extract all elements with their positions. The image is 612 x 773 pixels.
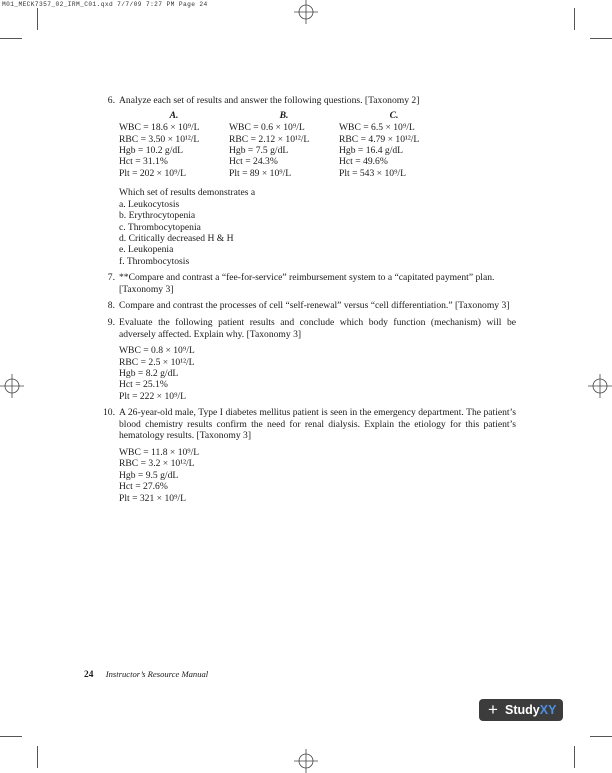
question-number: 8.	[107, 300, 115, 312]
question-prompt: Which set of results demonstrates a	[119, 187, 256, 199]
result-value: Plt = 321 × 10⁹/L	[119, 492, 186, 504]
table-row	[119, 134, 449, 145]
registration-mark-icon	[588, 374, 612, 398]
studyxy-logo[interactable]	[479, 699, 563, 721]
logo-text	[505, 699, 556, 721]
crop-mark	[574, 746, 575, 768]
table-row	[119, 168, 449, 179]
crop-mark	[0, 38, 22, 39]
table-row	[119, 122, 449, 133]
result-value: WBC = 0.8 × 10⁹/L	[119, 345, 195, 357]
option-list	[119, 199, 516, 267]
list-item: c. Thrombocytopenia	[119, 221, 201, 233]
registration-mark-icon	[294, 0, 318, 24]
question-7	[104, 272, 516, 295]
registration-mark-icon	[294, 749, 318, 773]
table-cell: Hgb = 10.2 g/dL	[119, 145, 184, 156]
patient-results	[119, 447, 516, 504]
result-value: RBC = 3.2 × 10¹²/L	[119, 458, 195, 470]
table-cell: Hct = 31.1%	[119, 156, 168, 168]
list-item: a. Leukocytosis	[119, 198, 180, 210]
question-number: 7.	[107, 272, 115, 284]
file-slug: M01_MECK7357_02_IRM_C01.qxd 7/7/09 7:27 PM Page 24	[2, 1, 208, 8]
question-number: 9.	[107, 317, 115, 329]
question-text: **Compare and contrast a “fee-for-service” reimbursement system to a “capitated payment” plan. [Taxonomy 3]	[119, 272, 495, 295]
plus-icon: +	[488, 700, 498, 719]
page-content	[104, 95, 516, 509]
page-number: 24	[84, 670, 94, 680]
table-cell: RBC = 2.12 × 10¹²/L	[229, 133, 310, 145]
table-cell: RBC = 3.50 × 10¹²/L	[119, 133, 200, 145]
results-table	[119, 110, 449, 180]
registration-mark-icon	[0, 374, 24, 398]
column-header-a: A.	[169, 109, 179, 121]
crop-mark	[37, 8, 38, 30]
table-cell: Plt = 543 × 10⁹/L	[339, 167, 406, 179]
question-6	[104, 95, 516, 267]
table-cell: WBC = 18.6 × 10⁹/L	[119, 122, 200, 134]
question-10	[104, 407, 516, 504]
list-item: b. Erythrocytopenia	[119, 210, 196, 222]
question-8	[104, 300, 516, 312]
question-number: 10.	[103, 407, 115, 419]
question-text: Compare and contrast the processes of cell “self-renewal” versus “cell differentiation.” [Taxonomy 3]	[119, 300, 510, 312]
question-number: 6.	[107, 95, 115, 106]
column-header-c: C.	[389, 109, 399, 121]
result-value: WBC = 11.8 × 10⁹/L	[119, 447, 200, 459]
patient-results	[119, 345, 516, 402]
table-row	[119, 156, 449, 167]
result-value: RBC = 2.5 × 10¹²/L	[119, 356, 195, 368]
list-item: d. Critically decreased H & H	[119, 233, 234, 245]
column-header-b: B.	[279, 109, 289, 121]
table-row	[119, 145, 449, 156]
question-text: Analyze each set of results and answer the following questions. [Taxonomy 2]	[119, 95, 420, 106]
question-text: Evaluate the following patient results and conclude which body function (mechanism) will be adversely affected. Explain why. [Taxonomy 3]	[119, 317, 516, 340]
crop-mark	[590, 736, 612, 737]
result-value: Hct = 25.1%	[119, 379, 168, 391]
table-cell: Hgb = 16.4 g/dL	[339, 145, 404, 156]
crop-mark	[0, 736, 22, 737]
question-text: A 26-year-old male, Type I diabetes mellitus patient is seen in the emergency department. The patient’s blood chemistry results confirm the need for renal dialysis. Explain the etiology for this patient’s hematology results. [Taxonomy 3]	[119, 407, 516, 442]
page-footer	[84, 669, 208, 680]
table-cell: Hgb = 7.5 g/dL	[229, 145, 289, 156]
table-cell: Plt = 202 × 10⁹/L	[119, 167, 186, 179]
result-value: Hgb = 8.2 g/dL	[119, 368, 179, 380]
list-item: f. Thrombocytosis	[119, 255, 190, 267]
table-cell: WBC = 0.6 × 10⁹/L	[229, 122, 305, 134]
result-value: Plt = 222 × 10⁹/L	[119, 390, 186, 402]
crop-mark	[37, 746, 38, 768]
list-item: e. Leukopenia	[119, 244, 174, 256]
crop-mark	[590, 38, 612, 39]
table-cell: Hct = 24.3%	[229, 156, 278, 168]
logo-study: Study	[505, 703, 540, 717]
table-cell: Hct = 49.6%	[339, 156, 388, 168]
book-title: Instructor’s Resource Manual	[105, 669, 209, 679]
table-cell: RBC = 4.79 × 10¹²/L	[339, 133, 420, 145]
crop-mark	[574, 8, 575, 30]
result-value: Hgb = 9.5 g/dL	[119, 469, 179, 481]
question-9	[104, 317, 516, 402]
table-cell: Plt = 89 × 10⁹/L	[229, 167, 292, 179]
logo-xy: XY	[539, 703, 557, 717]
table-cell: WBC = 6.5 × 10⁹/L	[339, 122, 415, 134]
result-value: Hct = 27.6%	[119, 481, 168, 493]
